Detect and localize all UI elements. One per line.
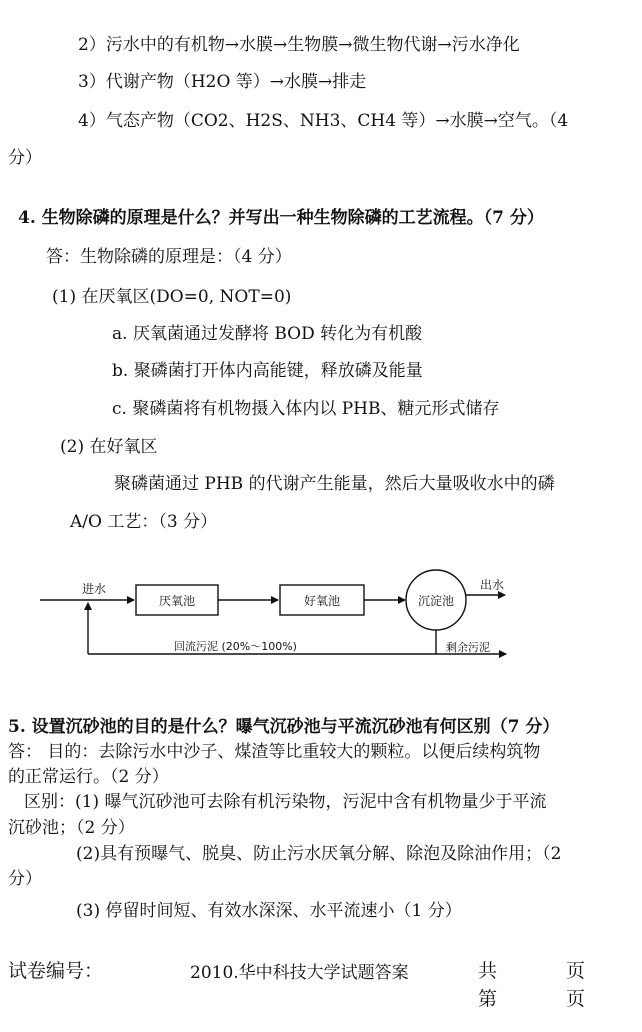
ao-process-label: A/O 工艺：（3 分）: [70, 512, 218, 532]
clarifier-label: 沉淀池: [417, 594, 455, 608]
difference-1-line-1: 区别：(1) 曝气沉砂池可去除有机污染物，污泥中含有机物量少于平流: [24, 792, 547, 812]
anaerobic-item-c: c. 聚磷菌将有机物摄入体内以 PHB、糖元形式储存: [112, 399, 500, 419]
anaerobic-item-b: b. 聚磷菌打开体内高能键，释放磷及能量: [112, 361, 423, 381]
paper-number-label: 试卷编号：: [8, 960, 104, 982]
footer-total-label: 共: [478, 960, 498, 982]
difference-2-line-2: 分）: [8, 869, 42, 889]
excess-sludge-label: 剩余污泥: [446, 641, 490, 654]
return-sludge-label: 回流污泥 (20%～100%): [174, 640, 297, 653]
footer-title: 2010.华中科技大学试题答案: [190, 963, 409, 983]
difference-1-line-2: 沉砂池；（2 分）: [8, 818, 135, 838]
step-2-text: 2）污水中的有机物→水膜→生物膜→微生物代谢→污水净化: [78, 35, 520, 55]
answer-5-line-1: 答： 目的：去除污水中沙子、煤渣等比重较大的颗粒。以便后续构筑物: [8, 742, 541, 762]
answer-4-intro: 答：生物除磷的原理是：（4 分）: [46, 247, 292, 267]
step-4-text-cont: 分）: [8, 148, 42, 168]
aerobic-tank-label: 好氧池: [303, 594, 341, 608]
outlet-label: 出水: [480, 578, 505, 592]
anaerobic-zone-heading: (1) 在厌氧区(DO=0, NOT=0): [52, 287, 292, 307]
answer-5-line-2: 的正常运行。（2 分）: [8, 767, 169, 787]
footer-page-label: 第: [478, 988, 498, 1010]
anaerobic-item-a: a. 厌氧菌通过发酵将 BOD 转化为有机酸: [112, 324, 423, 344]
aerobic-zone-heading: (2) 在好氧区: [60, 437, 158, 457]
ao-process-diagram: [0, 555, 642, 675]
inlet-label: 进水: [82, 582, 107, 596]
footer-page-unit-2: 页: [566, 988, 586, 1010]
anaerobic-tank-label: 厌氧池: [158, 594, 196, 608]
question-4-title: 4. 生物除磷的原理是什么？并写出一种生物除磷的工艺流程。（7 分）: [18, 208, 544, 228]
aerobic-zone-text: 聚磷菌通过 PHB 的代谢产生能量，然后大量吸收水中的磷: [114, 474, 555, 494]
difference-2-line-1: (2)具有预曝气、脱臭、防止污水厌氧分解、除泡及除油作用；（2: [76, 844, 562, 864]
footer-page-unit-1: 页: [566, 960, 586, 982]
difference-3-line: (3) 停留时间短、有效水深深、水平流速小（1 分）: [76, 901, 462, 921]
step-4-text: 4）气态产物（CO2、H2S、NH3、CH4 等）→水膜→空气。（4: [78, 111, 569, 131]
question-5-title: 5. 设置沉砂池的目的是什么？曝气沉砂池与平流沉砂池有何区别（7 分）: [8, 717, 560, 737]
step-3-text: 3）代谢产物（H2O 等）→水膜→排走: [78, 72, 367, 92]
